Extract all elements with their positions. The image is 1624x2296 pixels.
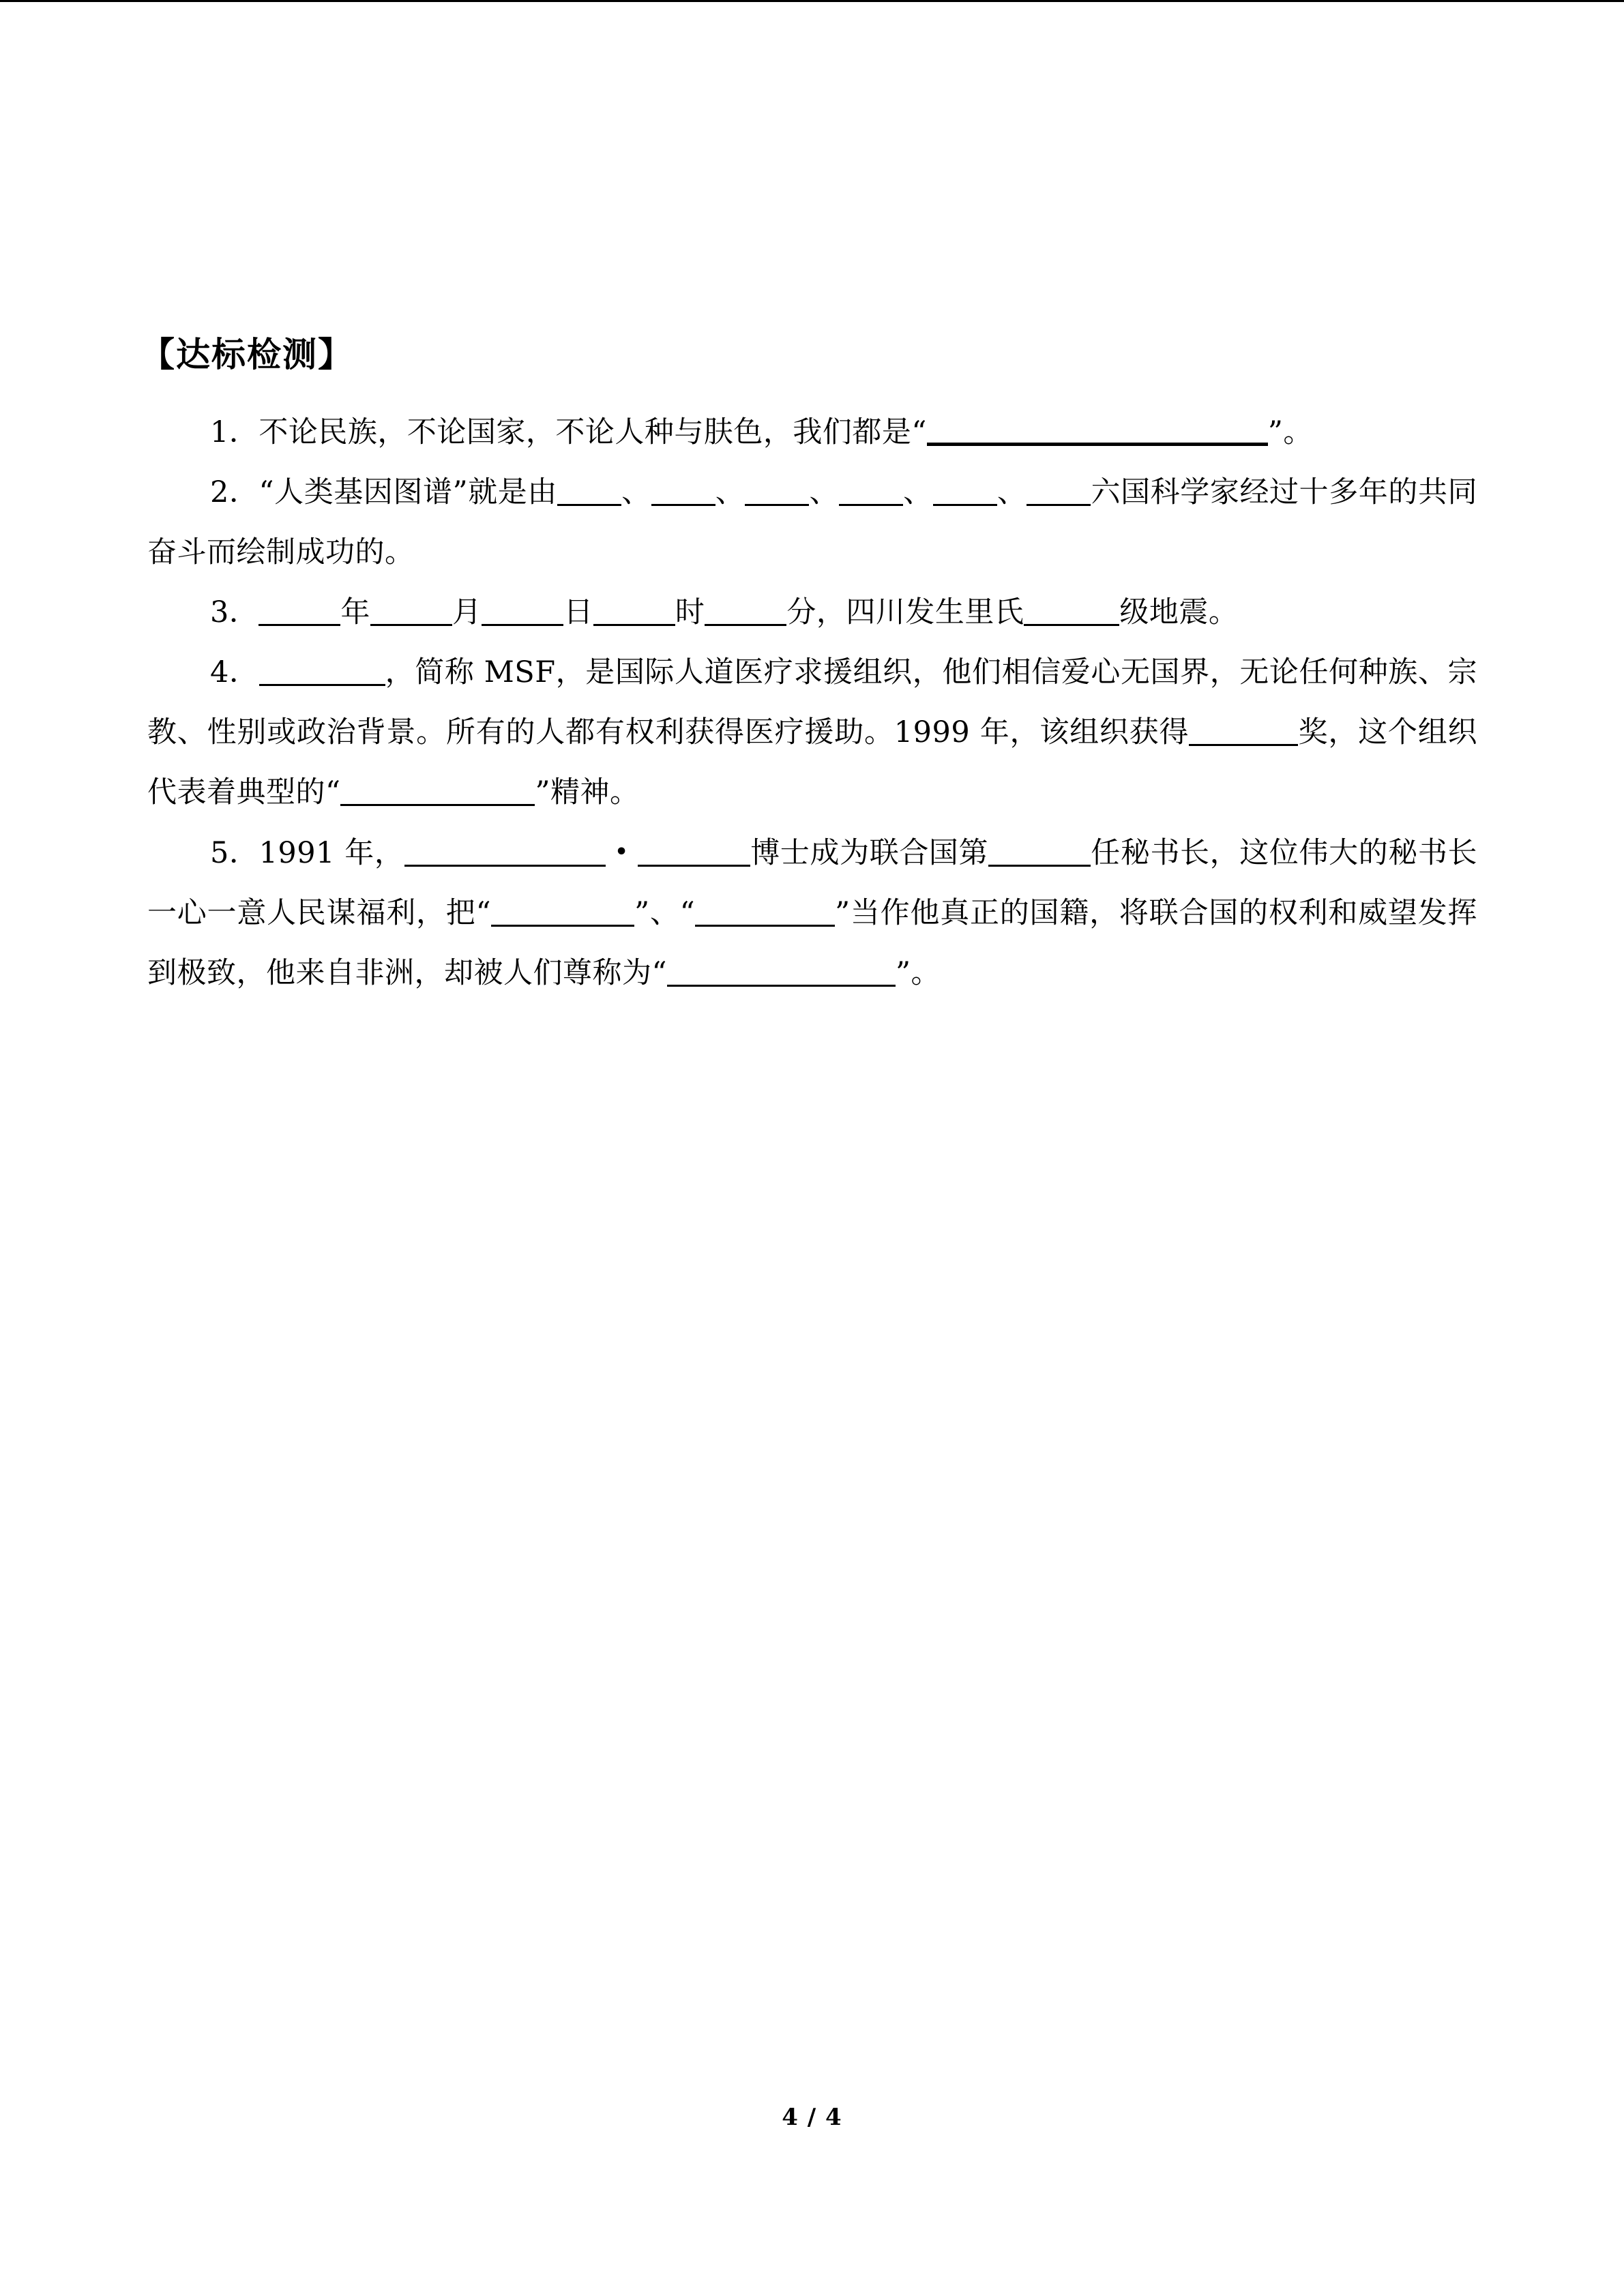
question-2-blank-1[interactable]: [557, 473, 621, 506]
question-5-text-f: ”。: [895, 956, 941, 990]
question-2: [147, 462, 1477, 582]
question-3-day-label: 日: [563, 595, 593, 629]
question-4-blank-award[interactable]: [1189, 713, 1298, 746]
question-1: [147, 402, 1477, 462]
question-4-number: 4．: [210, 655, 259, 689]
question-2-separator: 、: [996, 475, 1027, 509]
question-4-blank-organization[interactable]: [259, 653, 385, 686]
question-4-text-b: 奖，这个组织代表着典型的“: [147, 715, 1478, 809]
question-5-text-e: ”当作他真正的国籍，将联合国的权利和威望发挥到极致，他来自非洲，却被人们尊称为“: [147, 896, 1477, 990]
question-3-blank-hour[interactable]: [593, 593, 675, 626]
question-3-blank-year[interactable]: [259, 593, 340, 626]
question-3-minute-label: 分，四川发生里氏: [786, 595, 1024, 629]
question-3-blank-magnitude[interactable]: [1024, 593, 1119, 626]
question-2-text-b: 六国科学家经过十多年的共同奋斗而绘制成功的。: [147, 475, 1478, 569]
question-2-separator: 、: [903, 475, 933, 509]
question-1-text-b: ”。: [1267, 415, 1313, 449]
question-2-blank-4[interactable]: [839, 473, 903, 506]
question-2-blank-2[interactable]: [651, 473, 715, 506]
question-3-year-label: 年: [340, 595, 370, 629]
question-3: [147, 582, 1477, 642]
question-3-blank-month[interactable]: [370, 593, 452, 626]
question-1-number: 1．: [210, 415, 259, 449]
question-3-end-label: 级地震。: [1119, 595, 1239, 629]
question-3-blank-minute[interactable]: [705, 593, 786, 626]
question-5-blank-name-last[interactable]: [638, 833, 750, 867]
page-number: 4 / 4: [782, 2104, 842, 2131]
page-top-border: [0, 0, 1624, 2]
question-5-name-separator: •: [615, 840, 629, 864]
section-title: 【达标检测】: [141, 335, 353, 374]
question-2-number: 2．: [210, 475, 259, 509]
question-1-blank[interactable]: [927, 411, 1268, 446]
question-5-blank-nationality-1[interactable]: [491, 893, 634, 927]
question-5: [147, 822, 1477, 1003]
question-5-text-c: 任秘书长，这位伟大的秘书长一心一意人民谋福利，把“: [147, 836, 1478, 930]
question-5-blank-name-first[interactable]: [404, 833, 606, 867]
question-2-separator: 、: [715, 475, 745, 509]
question-5-blank-nationality-2[interactable]: [695, 893, 835, 927]
question-4-text-a: ，简称 MSF，是国际人道医疗求援组织，他们相信爱心无国界，无论任何种族、宗教、性别或政治背景。所有的人都有权利获得医疗援助。1999 年，该组织获得: [147, 655, 1478, 749]
question-2-blank-6[interactable]: [1027, 473, 1091, 506]
question-2-blank-3[interactable]: [745, 473, 809, 506]
question-3-hour-label: 时: [675, 595, 705, 629]
question-4-blank-spirit[interactable]: [340, 773, 535, 806]
question-5-text-b: 博士成为联合国第: [750, 836, 989, 870]
question-3-month-label: 月: [452, 595, 482, 629]
question-5-number: 5．: [210, 836, 259, 870]
question-5-blank-ordinal[interactable]: [988, 833, 1091, 867]
question-2-blank-5[interactable]: [933, 473, 997, 506]
question-4: [147, 642, 1477, 822]
question-5-blank-title[interactable]: [667, 953, 896, 987]
question-3-blank-day[interactable]: [482, 593, 563, 626]
question-2-separator: 、: [621, 475, 651, 509]
question-5-text-d: ”、“: [634, 896, 696, 930]
question-4-text-c: ”精神。: [535, 775, 640, 809]
question-2-text-a: “人类基因图谱”就是由: [259, 475, 557, 509]
question-2-separator: 、: [809, 475, 840, 509]
question-3-number: 3．: [210, 595, 259, 629]
question-5-text-a: 1991 年，: [259, 836, 404, 870]
question-1-text-a: 不论民族，不论国家，不论人种与肤色，我们都是“: [259, 415, 927, 449]
exercise-section: [141, 327, 1478, 1003]
